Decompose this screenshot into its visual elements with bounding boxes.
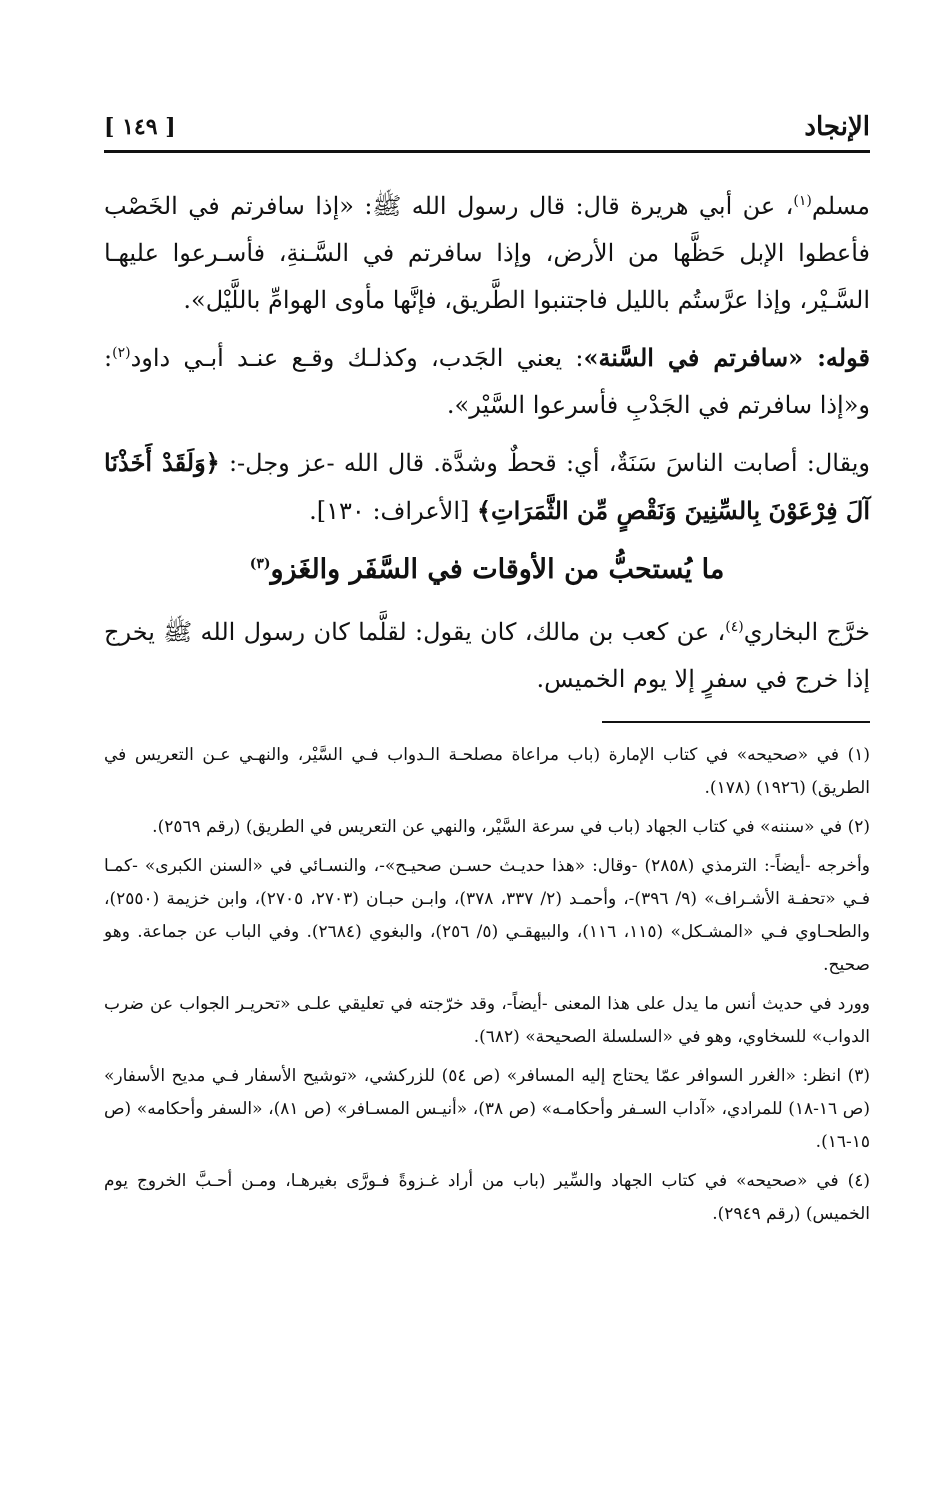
paragraph-3-text: ويقال: أصابت الناسَ سَنَةٌ، أي: قحطٌ وشدَّة. قال الله -عز وجل-: [219, 449, 871, 477]
paragraph-2 [104, 334, 870, 429]
running-title: الإنجاد [804, 112, 870, 142]
main-text [104, 183, 870, 703]
paragraph-4-rest: ، عن كعب بن مالك، كان يقول: لقلَّما كان رسول الله ﷺ يخرج إذا خرج في سفرٍ إلا يوم الخميس. [104, 618, 870, 693]
footnote-ref-3: (٣) [249, 556, 271, 572]
paragraph-3 [104, 439, 870, 535]
paragraph-2-tail: : و«إذا سافرتم في الجَدْبِ فأسرعوا السَّيْر». [104, 344, 870, 419]
book-page [104, 100, 870, 1237]
footnote-3: (٣) انظر: «الغرر السوافر عمّا يحتاج إليه المسافر» (ص ٥٤) للزركشي، «توشيح الأسفار فـي مديح الأسفار» (ص ١٦-١٨) للمرادي، «آداب السـفر وأحكامـه» (ص ٣٨)، «أنيـس المسـافر» (ص ٨١)، «السفر وأحكامه» (ص ١٥-١٦). [104, 1066, 871, 1152]
paragraph-2-text: : يعني الجَدب، وكذلـك وقـع عنـد أبـي داود [130, 344, 584, 372]
footnotes [104, 739, 870, 1231]
paragraph-2-lead: قوله: «سافرتم في السَّنة» [583, 343, 870, 372]
footnote-4: (٤) في «صحيحه» في كتاب الجهاد والسِّير (باب من أراد غـزوةً فـورَّى بغيرهـا، ومـن أحـبَّ الخروج يوم الخميس) (رقم ٢٩٤٩). [104, 1171, 870, 1224]
footnote-2-note: وورد في حديث أنس ما يدل على هذا المعنى -أيضاً-، وقد خرّجته في تعليقي علـى «تحريـر الجواب عن ضرب الدواب» للسخاوي، وهو في «السلسلة الصحيحة» (٦٨٢). [104, 994, 870, 1047]
section-heading-text: ما يُستحبُّ من الأوقات في السَّفَر والغَزو [270, 554, 725, 585]
paragraph-1-start: مسلم [811, 192, 870, 220]
paragraph-4 [104, 609, 870, 703]
paragraph-1-rest: ، عن أبي هريرة قال: قال رسول الله ﷺ: «إذا سافرتم في الخَصْب فأعطوا الإبل حَظَّها من الأرض، وإذا سافرتم في السَّـنةِ، فأسـرعوا عليهـا السَّـيْر، وإذا عرَّستُم بالليل فاجتنبوا الطَّريق، فإنَّها مأوى الهوامِّ باللَّيْل». [104, 192, 870, 314]
paragraph-4-start: خرَّج البخاري [743, 618, 870, 646]
footnote-ref-1: (١) [793, 193, 812, 209]
paragraph-1 [104, 183, 870, 324]
quran-verse: ﴿وَلَقَدْ أَخَذْنَا آلَ فِرْعَوْنَ بِالسِّنِينَ وَنَقْصٍ مِّن الثَّمَرَاتِ﴾ [104, 448, 870, 525]
footnote-separator [602, 721, 870, 723]
footnote-1: (١) في «صحيحه» في كتاب الإمارة (باب مراعاة مصلحـة الـدواب فـي السَّيْر، والنهـي عـن التعريس في الطريق) (١٩٢٦) (١٧٨). [104, 745, 870, 798]
footnote-2-continued: وأخرجه -أيضاً-: الترمذي (٢٨٥٨) -وقال: «هذا حديـث حسـن صحيـح»-، والنسـائي في «السنن الكبرى» -كمـا فـي «تحفـة الأشـراف» (٩/ ٣٩٦)-، وأحمـد (٢/ ٣٣٧، ٣٧٨)، وابـن حبـان (٢٧٠٣، ٢٧٠٥)، وابن خزيمة (٢٥٥٠)، والطحـاوي فـي «المشـكل» (١١٥، ١١٦)، والبيهقـي (٥/ ٢٥٦)، والبغوي (٢٦٨٤). وفي الباب عن جماعة. وهو صحيح. [104, 856, 870, 975]
verse-reference: [الأعراف: ١٣٠]. [309, 497, 477, 525]
page-header [104, 100, 870, 153]
footnote-2: (٢) في «سننه» في كتاب الجهاد (باب في سرعة السَّيْر، والنهي عن التعريس في الطريق) (رقم ٢٥٦٩). [152, 817, 870, 837]
section-heading [104, 545, 870, 595]
footnote-ref-4: (٤) [725, 619, 744, 635]
page-number: [ ١٤٩ ] [104, 114, 176, 140]
footnote-ref-2: (٢) [112, 345, 131, 361]
